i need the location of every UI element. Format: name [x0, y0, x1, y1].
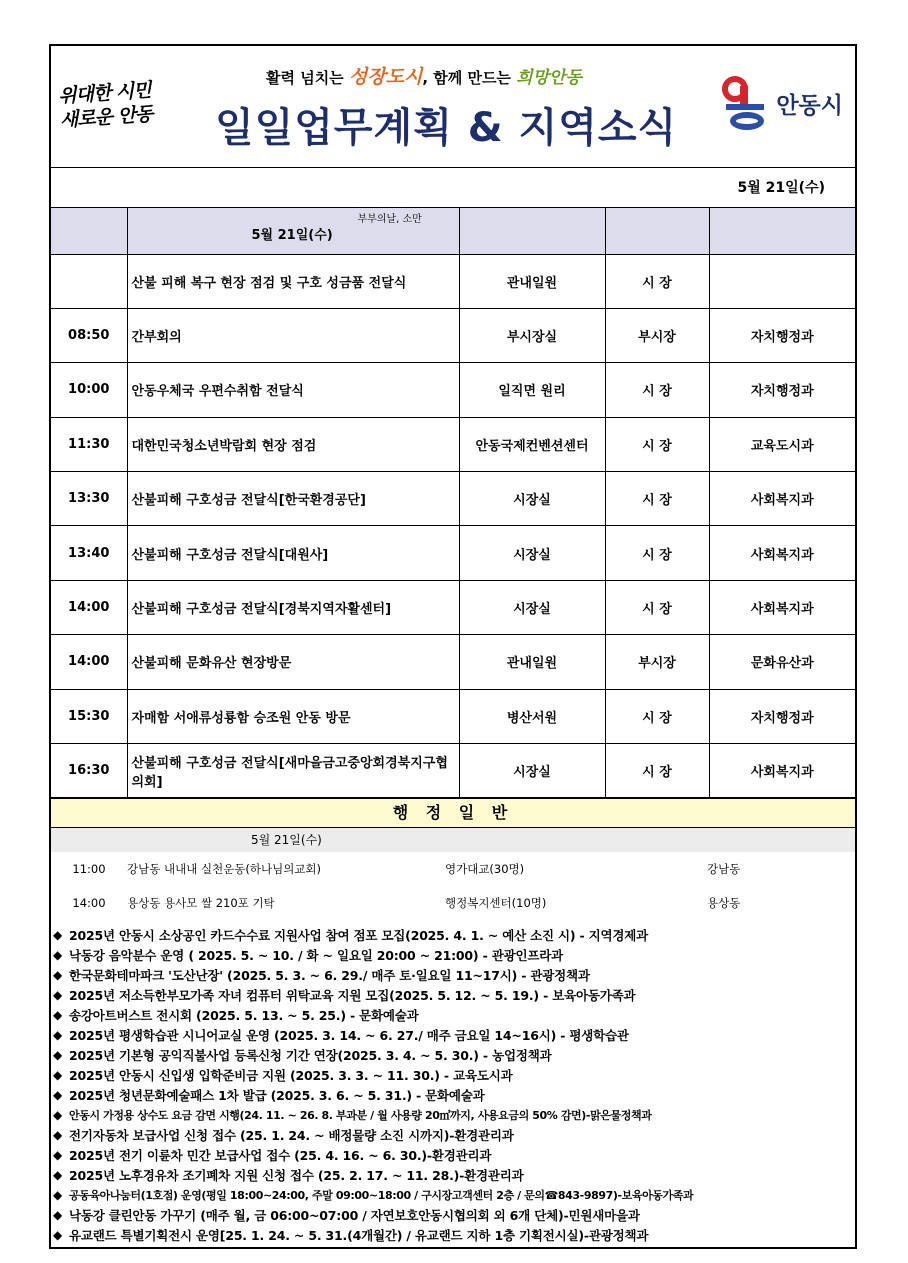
schedule-place: 시장실	[459, 472, 605, 526]
document-header	[51, 46, 855, 168]
notice-text: 2025년 평생학습관 시니어교실 운영 (2025. 3. 14. ~ 6. 27./ 매주 금요일 14~16시) - 평생학습관	[69, 1028, 629, 1044]
schedule-department	[709, 254, 855, 308]
slogan-line-2: 새로운 안동	[59, 103, 153, 132]
diamond-bullet-icon: ◆	[53, 1048, 63, 1063]
notice-item	[51, 1065, 855, 1085]
notice-text: 송강아트버스트 전시회 (2025. 5. 13. ~ 5. 25.) - 문화예술과	[69, 1008, 419, 1024]
admin-department: 강남동	[707, 862, 741, 877]
notice-text: 안동시 가정용 상수도 요금 감면 시행(24. 11. ~ 26. 8. 부과분 / 월 사용량 20㎥까지, 사용요금의 50% 감면)-맑은물정책과	[69, 1109, 652, 1123]
schedule-title: 산불피해 문화유산 현장방문	[127, 635, 459, 689]
schedule-time: 08:50	[51, 308, 127, 362]
document-date: 5월 21일(수)	[51, 168, 855, 208]
notice-item	[51, 1205, 855, 1225]
schedule-row	[51, 472, 855, 526]
notice-item	[51, 1185, 855, 1205]
tagline-part-2: , 함께 만드는	[422, 69, 517, 87]
schedule-row	[51, 363, 855, 417]
notice-item	[51, 965, 855, 985]
schedule-place: 관내일원	[459, 254, 605, 308]
notice-text: 2025년 안동시 신입생 입학준비금 지원 (2025. 3. 3. ~ 11. 30.) - 교육도시과	[69, 1068, 513, 1084]
diamond-bullet-icon: ◆	[53, 1228, 63, 1243]
diamond-bullet-icon: ◆	[53, 988, 63, 1003]
admin-time: 14:00	[72, 896, 106, 911]
schedule-place: 부시장실	[459, 308, 605, 362]
notice-text: 낙동강 음악분수 운영 ( 2025. 5. ~ 10. / 화 ~ 일요일 20:00 ~ 21:00) - 관광인프라과	[69, 948, 563, 964]
schedule-row	[51, 744, 855, 798]
schedule-day-note: 부부의날, 소만	[357, 214, 422, 225]
notice-text: 2025년 안동시 소상공인 카드수수료 지원사업 참여 점포 모집(2025. 4. 1. ~ 예산 소진 시) - 지역경제과	[69, 928, 649, 944]
schedule-row	[51, 254, 855, 308]
notice-item	[51, 1225, 855, 1245]
schedule-title: 자매함 서애류성룡함 승조원 안동 방문	[127, 689, 459, 743]
schedule-row	[51, 308, 855, 362]
schedule-place: 일직면 원리	[459, 363, 605, 417]
logo-text: 안동시	[776, 92, 843, 119]
diamond-bullet-icon: ◆	[53, 928, 63, 943]
notice-item	[51, 1005, 855, 1025]
notice-text: 낙동강 클린안동 가꾸기 (매주 월, 금 06:00~07:00 / 자연보호안동시협의회 외 6개 단체)-민원새마을과	[69, 1208, 640, 1224]
schedule-row	[51, 526, 855, 580]
schedule-attendee: 시 장	[605, 580, 709, 634]
tagline-highlight: 성장도시	[348, 66, 423, 88]
admin-section-title: 행 정 일 반	[51, 798, 855, 828]
diamond-bullet-icon: ◆	[53, 968, 63, 983]
schedule-time: 11:30	[51, 417, 127, 471]
tagline	[266, 62, 582, 89]
schedule-department: 문화유산과	[709, 635, 855, 689]
tagline-part-1: 활력 넘치는	[266, 69, 349, 87]
notice-item	[51, 925, 855, 945]
schedule-department: 사회복지과	[709, 744, 855, 798]
admin-time: 11:00	[72, 862, 106, 877]
notice-list	[51, 920, 855, 1247]
diamond-bullet-icon: ◆	[53, 1108, 62, 1123]
schedule-title: 간부회의	[127, 308, 459, 362]
schedule-attendee: 시 장	[605, 254, 709, 308]
schedule-time: 13:40	[51, 526, 127, 580]
schedule-title: 산불 피해 복구 현장 점검 및 구호 성금품 전달식	[127, 254, 459, 308]
diamond-bullet-icon: ◆	[53, 1068, 63, 1083]
notice-item	[51, 1045, 855, 1065]
schedule-time: 14:00	[51, 635, 127, 689]
schedule-time	[51, 254, 127, 308]
schedule-attendee: 부시장	[605, 635, 709, 689]
notice-text: 2025년 저소득한부모가족 자녀 컴퓨터 위탁교육 지원 모집(2025. 5. 12. ~ 5. 19.) - 보육아동가족과	[69, 988, 636, 1004]
daily-plan-document	[49, 44, 857, 1249]
schedule-department: 자치행정과	[709, 363, 855, 417]
schedule-time: 14:00	[51, 580, 127, 634]
admin-date: 5월 21일(수)	[51, 828, 855, 852]
schedule-attendee: 시 장	[605, 689, 709, 743]
notice-item	[51, 1125, 855, 1145]
schedule-time: 16:30	[51, 744, 127, 798]
schedule-attendee: 시 장	[605, 744, 709, 798]
admin-row	[51, 852, 855, 886]
schedule-attendee: 시 장	[605, 526, 709, 580]
schedule-place: 병산서원	[459, 689, 605, 743]
schedule-row	[51, 689, 855, 743]
notice-text: 2025년 기본형 공익직불사업 등록신청 기간 연장(2025. 3. 4. ~ 5. 30.) - 농업정책과	[69, 1048, 552, 1064]
schedule-title: 산불피해 구호성금 전달식[경북지역자활센터]	[127, 580, 459, 634]
andong-logo	[722, 76, 843, 130]
diamond-bullet-icon: ◆	[53, 1208, 63, 1223]
schedule-place: 시장실	[459, 526, 605, 580]
schedule-date: 5월 21일(수)	[251, 228, 333, 243]
schedule-title: 산불피해 구호성금 전달식[한국환경공단]	[127, 472, 459, 526]
notice-text: 한국문화테마파크 '도산난장' (2025. 5. 3. ~ 6. 29./ 매주 토·일요일 11~17시) - 관광정책과	[69, 968, 590, 984]
admin-row	[51, 886, 855, 920]
diamond-bullet-icon: ◆	[53, 1028, 63, 1043]
notice-item	[51, 945, 855, 965]
schedule-row	[51, 580, 855, 634]
schedule-attendee: 시 장	[605, 417, 709, 471]
schedule-place: 안동국제컨벤션센터	[459, 417, 605, 471]
notice-item	[51, 1105, 855, 1125]
schedule-title: 대한민국청소년박람회 현장 점검	[127, 417, 459, 471]
notice-text: 유교랜드 특별기획전시 운영[25. 1. 24. ~ 5. 31.(4개월간) / 유교랜드 지하 1층 기획전시실)-관광정책과	[69, 1228, 649, 1244]
admin-place: 행정복지센터(10명)	[445, 896, 547, 911]
schedule-place: 시장실	[459, 744, 605, 798]
diamond-bullet-icon: ◆	[53, 1088, 63, 1103]
diamond-bullet-icon: ◆	[53, 1188, 62, 1203]
diamond-bullet-icon: ◆	[53, 1128, 63, 1143]
diamond-bullet-icon: ◆	[53, 1148, 63, 1163]
notice-text: 공동육아나눔터(1호점) 운영(평일 18:00~24:00, 주말 09:00~18:00 / 구시장고객센터 2층 / 문의☎843-9897)-보육아동가족과	[69, 1189, 694, 1203]
notice-item	[51, 1145, 855, 1165]
slogan-line-1: 위대한 시민	[57, 79, 152, 108]
admin-title: 용상동 용사모 쌀 210포 기탁	[127, 896, 275, 911]
andong-logo-icon	[722, 76, 772, 130]
tagline-highlight-2: 희망안동	[516, 68, 582, 88]
notice-item	[51, 985, 855, 1005]
schedule-title: 안동우체국 우편수취함 전달식	[127, 363, 459, 417]
notice-text: 2025년 전기 이륜차 민간 보급사업 접수 (25. 4. 16. ~ 6. 30.)-환경관리과	[69, 1148, 492, 1164]
diamond-bullet-icon: ◆	[53, 948, 63, 963]
schedule-header-row	[51, 208, 855, 254]
notice-text: 2025년 청년문화예술패스 1차 발급 (2025. 3. 6. ~ 5. 31.) - 문화예술과	[69, 1088, 485, 1104]
notice-item	[51, 1025, 855, 1045]
slogan-calligraphy	[57, 76, 190, 133]
schedule-attendee: 부시장	[605, 308, 709, 362]
schedule-department: 교육도시과	[709, 417, 855, 471]
schedule-table	[51, 208, 855, 798]
schedule-department: 자치행정과	[709, 689, 855, 743]
schedule-attendee: 시 장	[605, 472, 709, 526]
admin-department: 용상동	[707, 896, 741, 911]
schedule-title: 산불피해 구호성금 전달식[새마을금고중앙회경북지구협의회]	[127, 744, 459, 798]
schedule-time: 15:30	[51, 689, 127, 743]
notice-item	[51, 1085, 855, 1105]
admin-title: 강남동 내내내 실천운동(하나님의교회)	[127, 862, 322, 877]
notice-text: 전기자동차 보급사업 신청 접수 (25. 1. 24. ~ 배정물량 소진 시까지)-환경관리과	[69, 1128, 514, 1144]
admin-list	[51, 852, 855, 920]
schedule-place: 관내일원	[459, 635, 605, 689]
schedule-place: 시장실	[459, 580, 605, 634]
schedule-row	[51, 635, 855, 689]
schedule-department: 사회복지과	[709, 472, 855, 526]
schedule-title: 산불피해 구호성금 전달식[대원사]	[127, 526, 459, 580]
schedule-attendee: 시 장	[605, 363, 709, 417]
diamond-bullet-icon: ◆	[53, 1008, 63, 1023]
page-title: 일일업무계획 & 지역소식	[215, 105, 678, 151]
notice-item	[51, 1165, 855, 1185]
admin-place: 영가대교(30명)	[445, 862, 525, 877]
schedule-row	[51, 417, 855, 471]
schedule-department: 자치행정과	[709, 308, 855, 362]
schedule-time: 10:00	[51, 363, 127, 417]
schedule-time: 13:30	[51, 472, 127, 526]
notice-text: 2025년 노후경유차 조기폐차 지원 신청 접수 (25. 2. 17. ~ 11. 28.)-환경관리과	[69, 1168, 524, 1184]
schedule-department: 사회복지과	[709, 580, 855, 634]
diamond-bullet-icon: ◆	[53, 1168, 63, 1183]
schedule-department: 사회복지과	[709, 526, 855, 580]
